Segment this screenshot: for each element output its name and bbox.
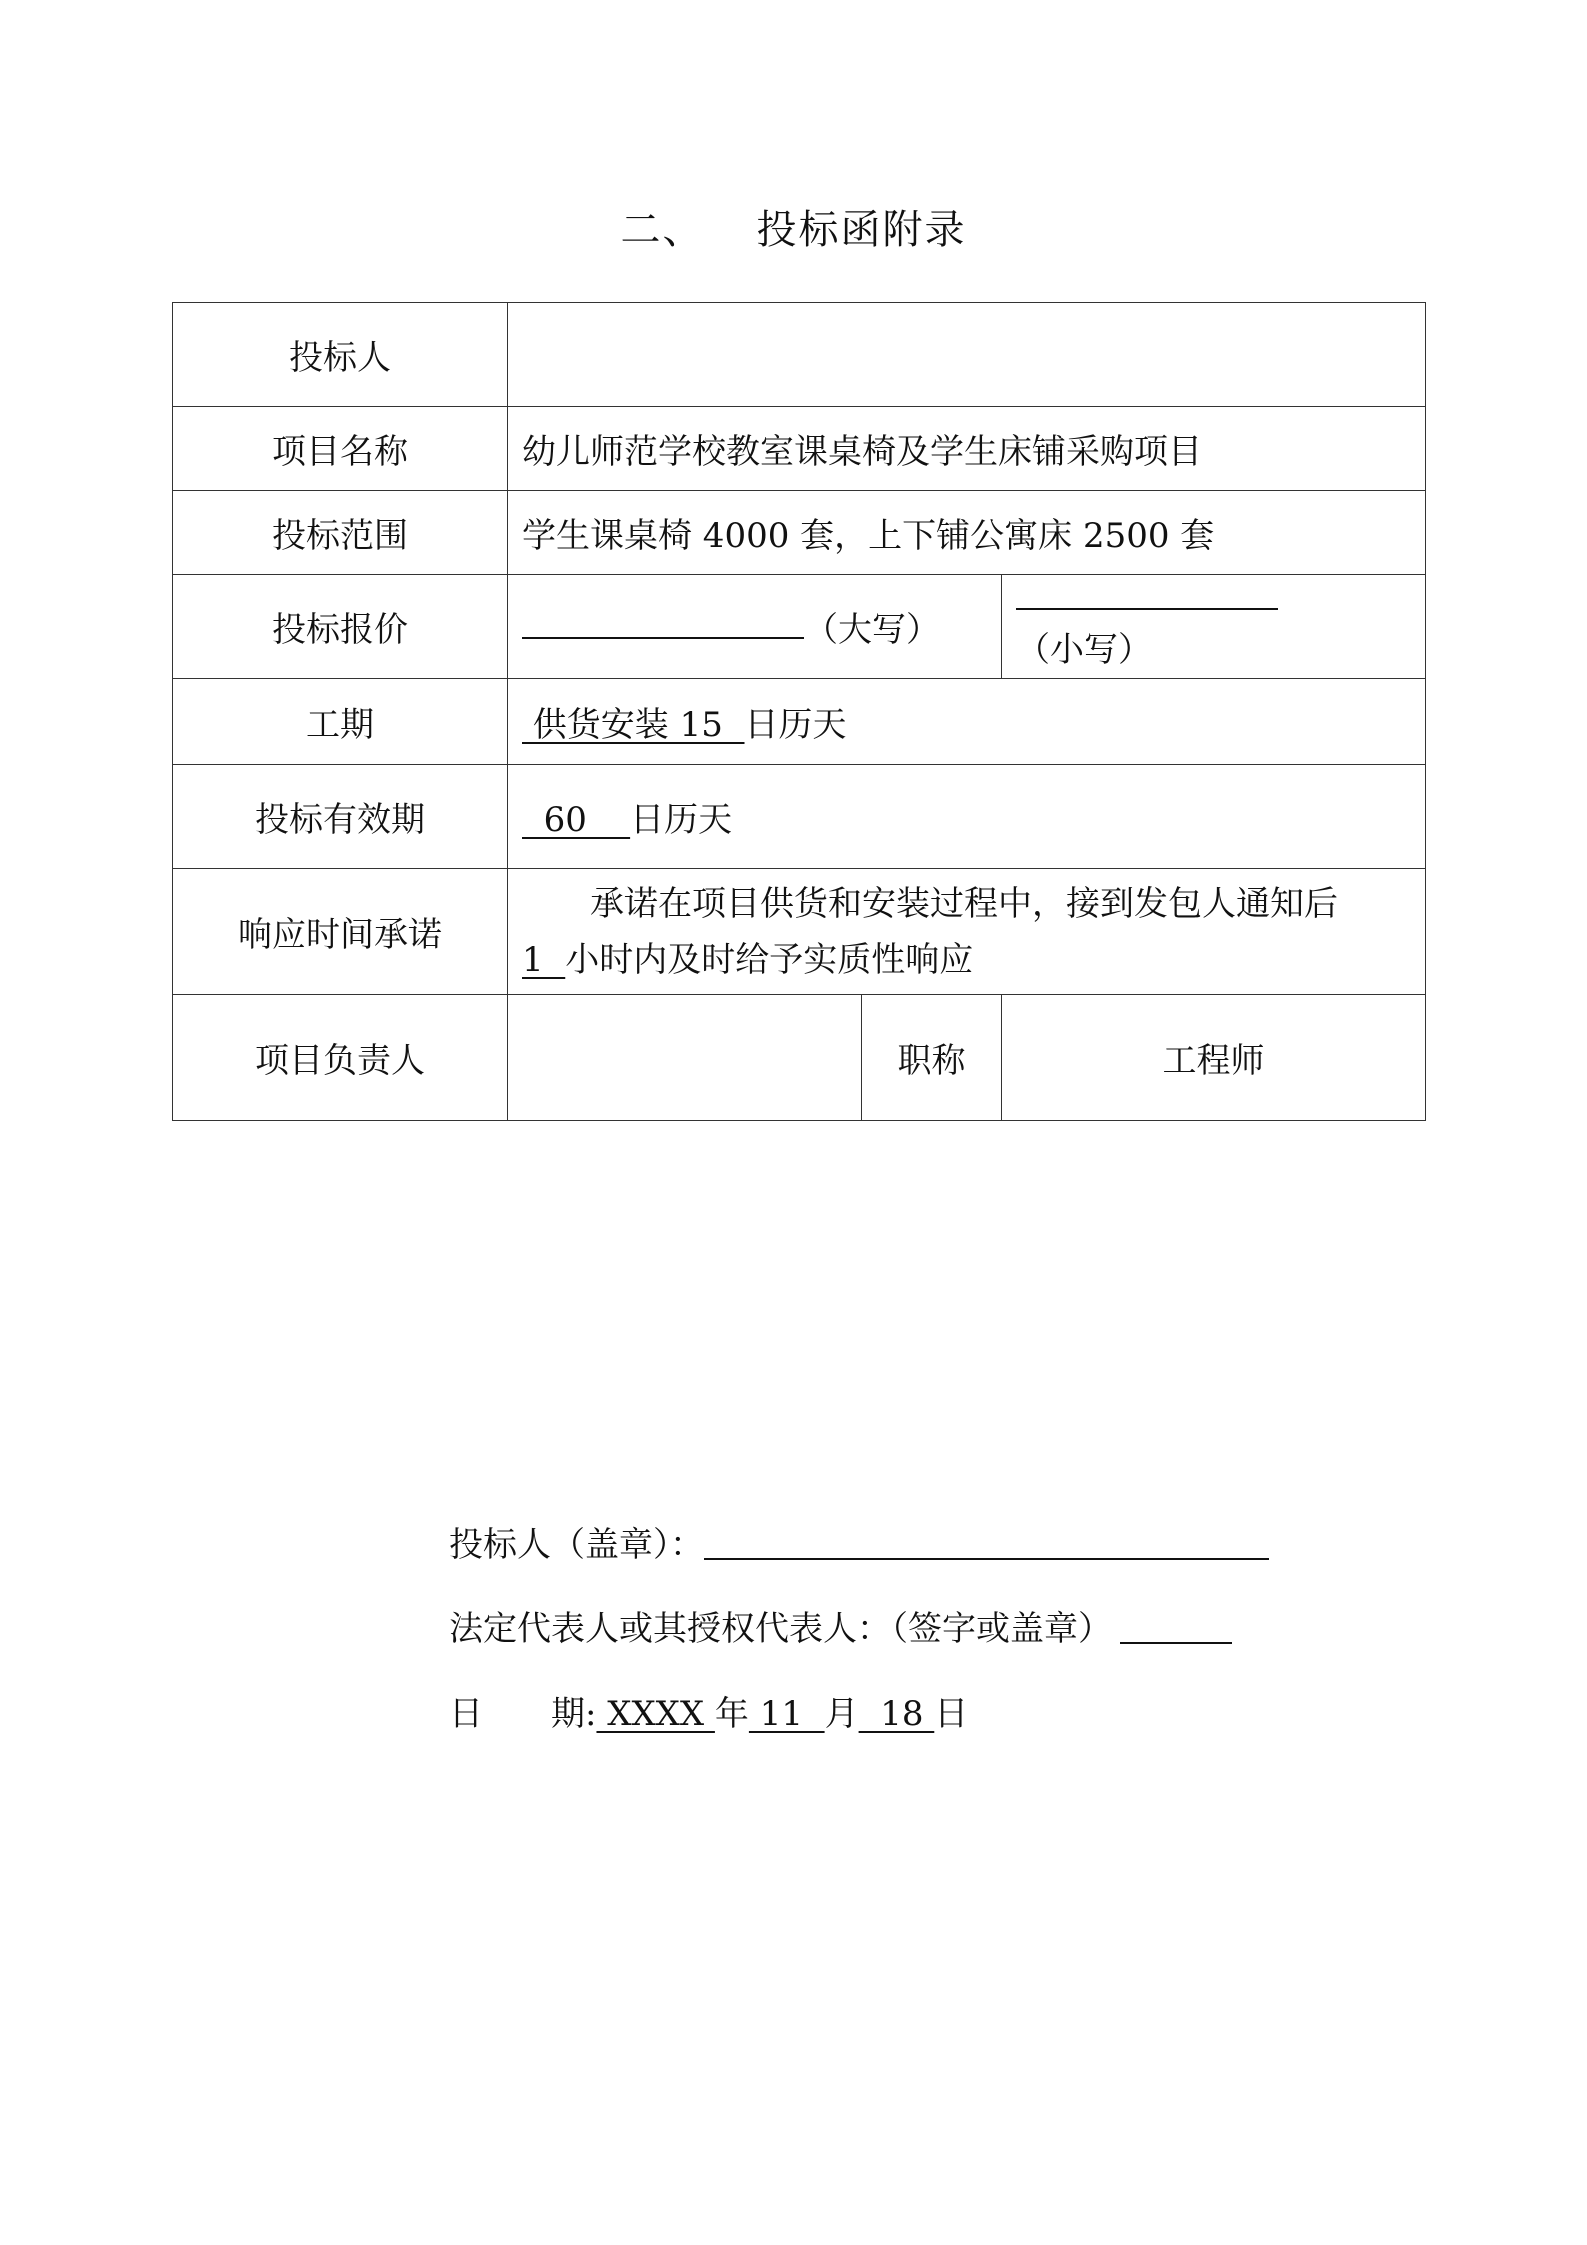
period-label: 工期 (173, 679, 508, 765)
title-number: 二、 (620, 207, 705, 253)
title-text: 投标函附录 (756, 207, 967, 253)
period-filled: 供货安装 15 (522, 705, 745, 745)
project-name-value: 幼儿师范学校教室课桌椅及学生床铺采购项目 (508, 407, 1426, 491)
table-row-validity (173, 765, 1426, 869)
scope-label: 投标范围 (173, 491, 508, 575)
document-title (0, 198, 1587, 255)
title-value: 工程师 (1002, 995, 1426, 1121)
response-label: 响应时间承诺 (173, 869, 508, 995)
period-value (508, 679, 1426, 765)
date-label: 日 期: (449, 1694, 597, 1734)
representative-line (449, 1601, 1232, 1650)
validity-value (508, 765, 1426, 869)
validity-label: 投标有效期 (173, 765, 508, 869)
manager-label: 项目负责人 (173, 995, 508, 1121)
bidder-seal-line (449, 1517, 1269, 1566)
title-label: 职称 (862, 995, 1002, 1121)
price-lower-note: （小写） (1016, 630, 1152, 670)
price-label: 投标报价 (173, 575, 508, 679)
scope-value: 学生课桌椅 4000 套，上下铺公寓床 2500 套 (508, 491, 1426, 575)
table-row-project-name (173, 407, 1426, 491)
price-upper-note: （大写） (804, 610, 940, 650)
date-day: 18 (858, 1694, 935, 1734)
bidder-label: 投标人 (173, 303, 508, 407)
validity-unit: 日历天 (630, 800, 733, 840)
project-name-label: 项目名称 (173, 407, 508, 491)
bidder-seal-blank (704, 1557, 1269, 1560)
response-hours: 1 (522, 939, 566, 980)
manager-value (508, 995, 862, 1121)
date-year: XXXX (596, 1694, 715, 1734)
table-row-bidder (173, 303, 1426, 407)
response-text-2: 小时内及时给予实质性响应 (565, 939, 974, 980)
price-lower-cell (1002, 575, 1426, 679)
response-text-1: 承诺在项目供货和安装过程中，接到发包人通知后 (590, 883, 1338, 924)
representative-blank (1120, 1641, 1232, 1644)
price-upper-blank (522, 636, 804, 639)
table-row-response (173, 869, 1426, 995)
table-row-period (173, 679, 1426, 765)
date-month: 11 (748, 1694, 825, 1734)
representative-label: 法定代表人或其授权代表人：（签字或盖章） (449, 1609, 1112, 1649)
table-row-scope (173, 491, 1426, 575)
bidder-value (508, 303, 1426, 407)
date-day-unit: 日 (934, 1694, 969, 1734)
bidder-seal-label: 投标人（盖章）： (449, 1525, 704, 1565)
table-row-manager (173, 995, 1426, 1121)
bid-appendix-table (172, 302, 1426, 1121)
date-month-unit: 月 (824, 1694, 859, 1734)
price-lower-blank (1016, 607, 1278, 610)
date-year-unit: 年 (714, 1694, 749, 1734)
price-upper-cell (508, 575, 1002, 679)
response-value (508, 869, 1426, 995)
period-unit: 日历天 (744, 705, 847, 745)
date-line (449, 1686, 968, 1735)
table-row-price (173, 575, 1426, 679)
validity-filled: 60 (522, 800, 631, 840)
